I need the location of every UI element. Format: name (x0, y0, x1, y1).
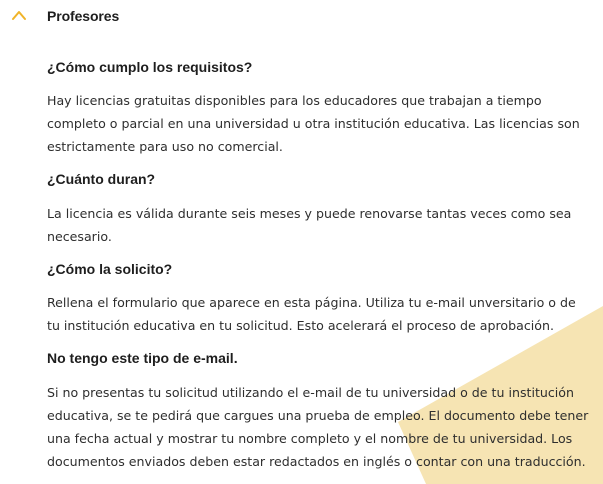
faq-answer (47, 291, 576, 337)
answer-line: La licencia es válida durante seis meses y puede renovarse tantas veces como sea (47, 206, 572, 221)
chevron-up-icon[interactable] (11, 9, 27, 21)
answer-line: documentos enviados deben estar redactados en inglés o contar con una traducción. (47, 454, 586, 469)
faq-answer (47, 381, 589, 473)
faq-question: ¿Cuánto duran? (47, 171, 156, 187)
answer-line: Si no presentas tu solicitud utilizando el e-mail de tu universidad o de tu institución (47, 385, 574, 400)
faq-question: ¿Cómo cumplo los requisitos? (47, 59, 253, 75)
answer-line: necesario. (47, 229, 112, 244)
faq-answer (47, 89, 580, 158)
answer-line: Hay licencias gratuitas disponibles para los educadores que trabajan a tiempo (47, 93, 542, 108)
answer-line: Rellena el formulario que aparece en esta página. Utiliza tu e-mail unversitario o de (47, 295, 576, 310)
answer-line: tu institución educativa en tu solicitud. Esto acelerará el proceso de aprobación. (47, 318, 554, 333)
answer-line: completo o parcial en una universidad u otra institución educativa. Las licencias son (47, 116, 580, 131)
accordion-header-profesores[interactable] (0, 0, 603, 34)
accordion-title: Profesores (47, 8, 120, 24)
answer-line: estrictamente para uso no comercial. (47, 139, 283, 154)
faq-question: ¿Cómo la solicito? (47, 261, 173, 277)
answer-line: educativa, se te pedirá que cargues una prueba de empleo. El documento debe tener (47, 408, 589, 423)
faq-answer (47, 202, 572, 248)
faq-question: No tengo este tipo de e-mail. (47, 350, 238, 366)
answer-line: una fecha actual y mostrar tu nombre completo y el nombre de tu universidad. Los (47, 431, 573, 446)
